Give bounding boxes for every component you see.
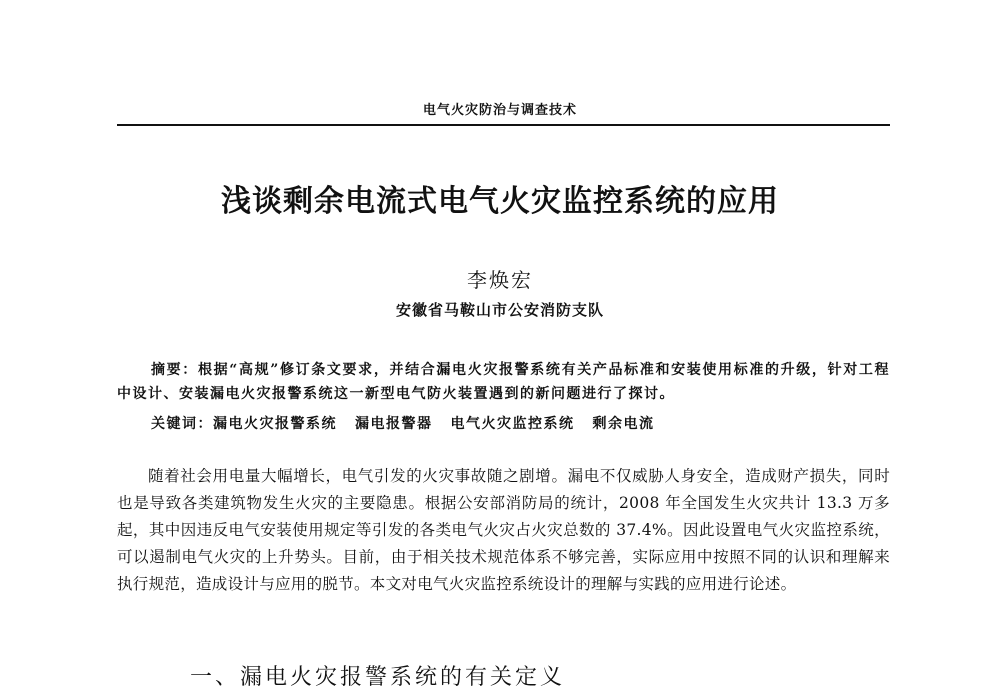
body-paragraph: 随着社会用电量大幅增长，电气引发的火灾事故随之剧增。漏电不仅威胁人身安全，造成财产损失，同时也是导致各类建筑物发生火灾的主要隐患。根据公安部消防局的统计，2008 年全国发生火灾共计 13.3 万多起，其中因违反电气安装使用规定等引发的各类电气火灾占火灾总数的 37.4%。因此设置电气火灾监控系统，可以遏制电气火灾的上升势头。目前，由于相关技术规范体系不够完善，实际应用中按照不同的认识和理解来执行规范，造成设计与应用的脱节。本文对电气火灾监控系统设计的理解与实践的应用进行论述。 xyxy=(117,467,890,593)
paper-title: 浅谈剩余电流式电气火灾监控系统的应用 xyxy=(221,184,779,219)
keyword-item: 漏电报警器 xyxy=(355,416,433,432)
keyword-item: 漏电火灾报警系统 xyxy=(213,416,337,432)
abstract-text: 根据“高规”修订条文要求，并结合漏电火灾报警系统有关产品标准和安装使用标准的升级，针对工程中设计、安装漏电火灾报警系统这一新型电气防火装置遇到的新问题进行了探讨。 xyxy=(117,362,891,402)
keywords xyxy=(117,412,890,436)
abstract xyxy=(117,358,890,406)
author-affiliation: 安徽省马鞍山市公安消防支队 xyxy=(395,301,604,319)
keywords-label: 关键词： xyxy=(151,416,213,432)
section-heading: 一、漏电火灾报警系统的有关定义 xyxy=(190,665,566,690)
keyword-item: 电气火灾监控系统 xyxy=(450,416,575,432)
abstract-label: 摘要： xyxy=(151,362,198,378)
author-name: 李焕宏 xyxy=(467,268,533,292)
running-head: 电气火灾防治与调查技术 xyxy=(422,103,577,118)
keyword-item: 剩余电流 xyxy=(592,416,655,432)
header-rule xyxy=(117,124,890,126)
